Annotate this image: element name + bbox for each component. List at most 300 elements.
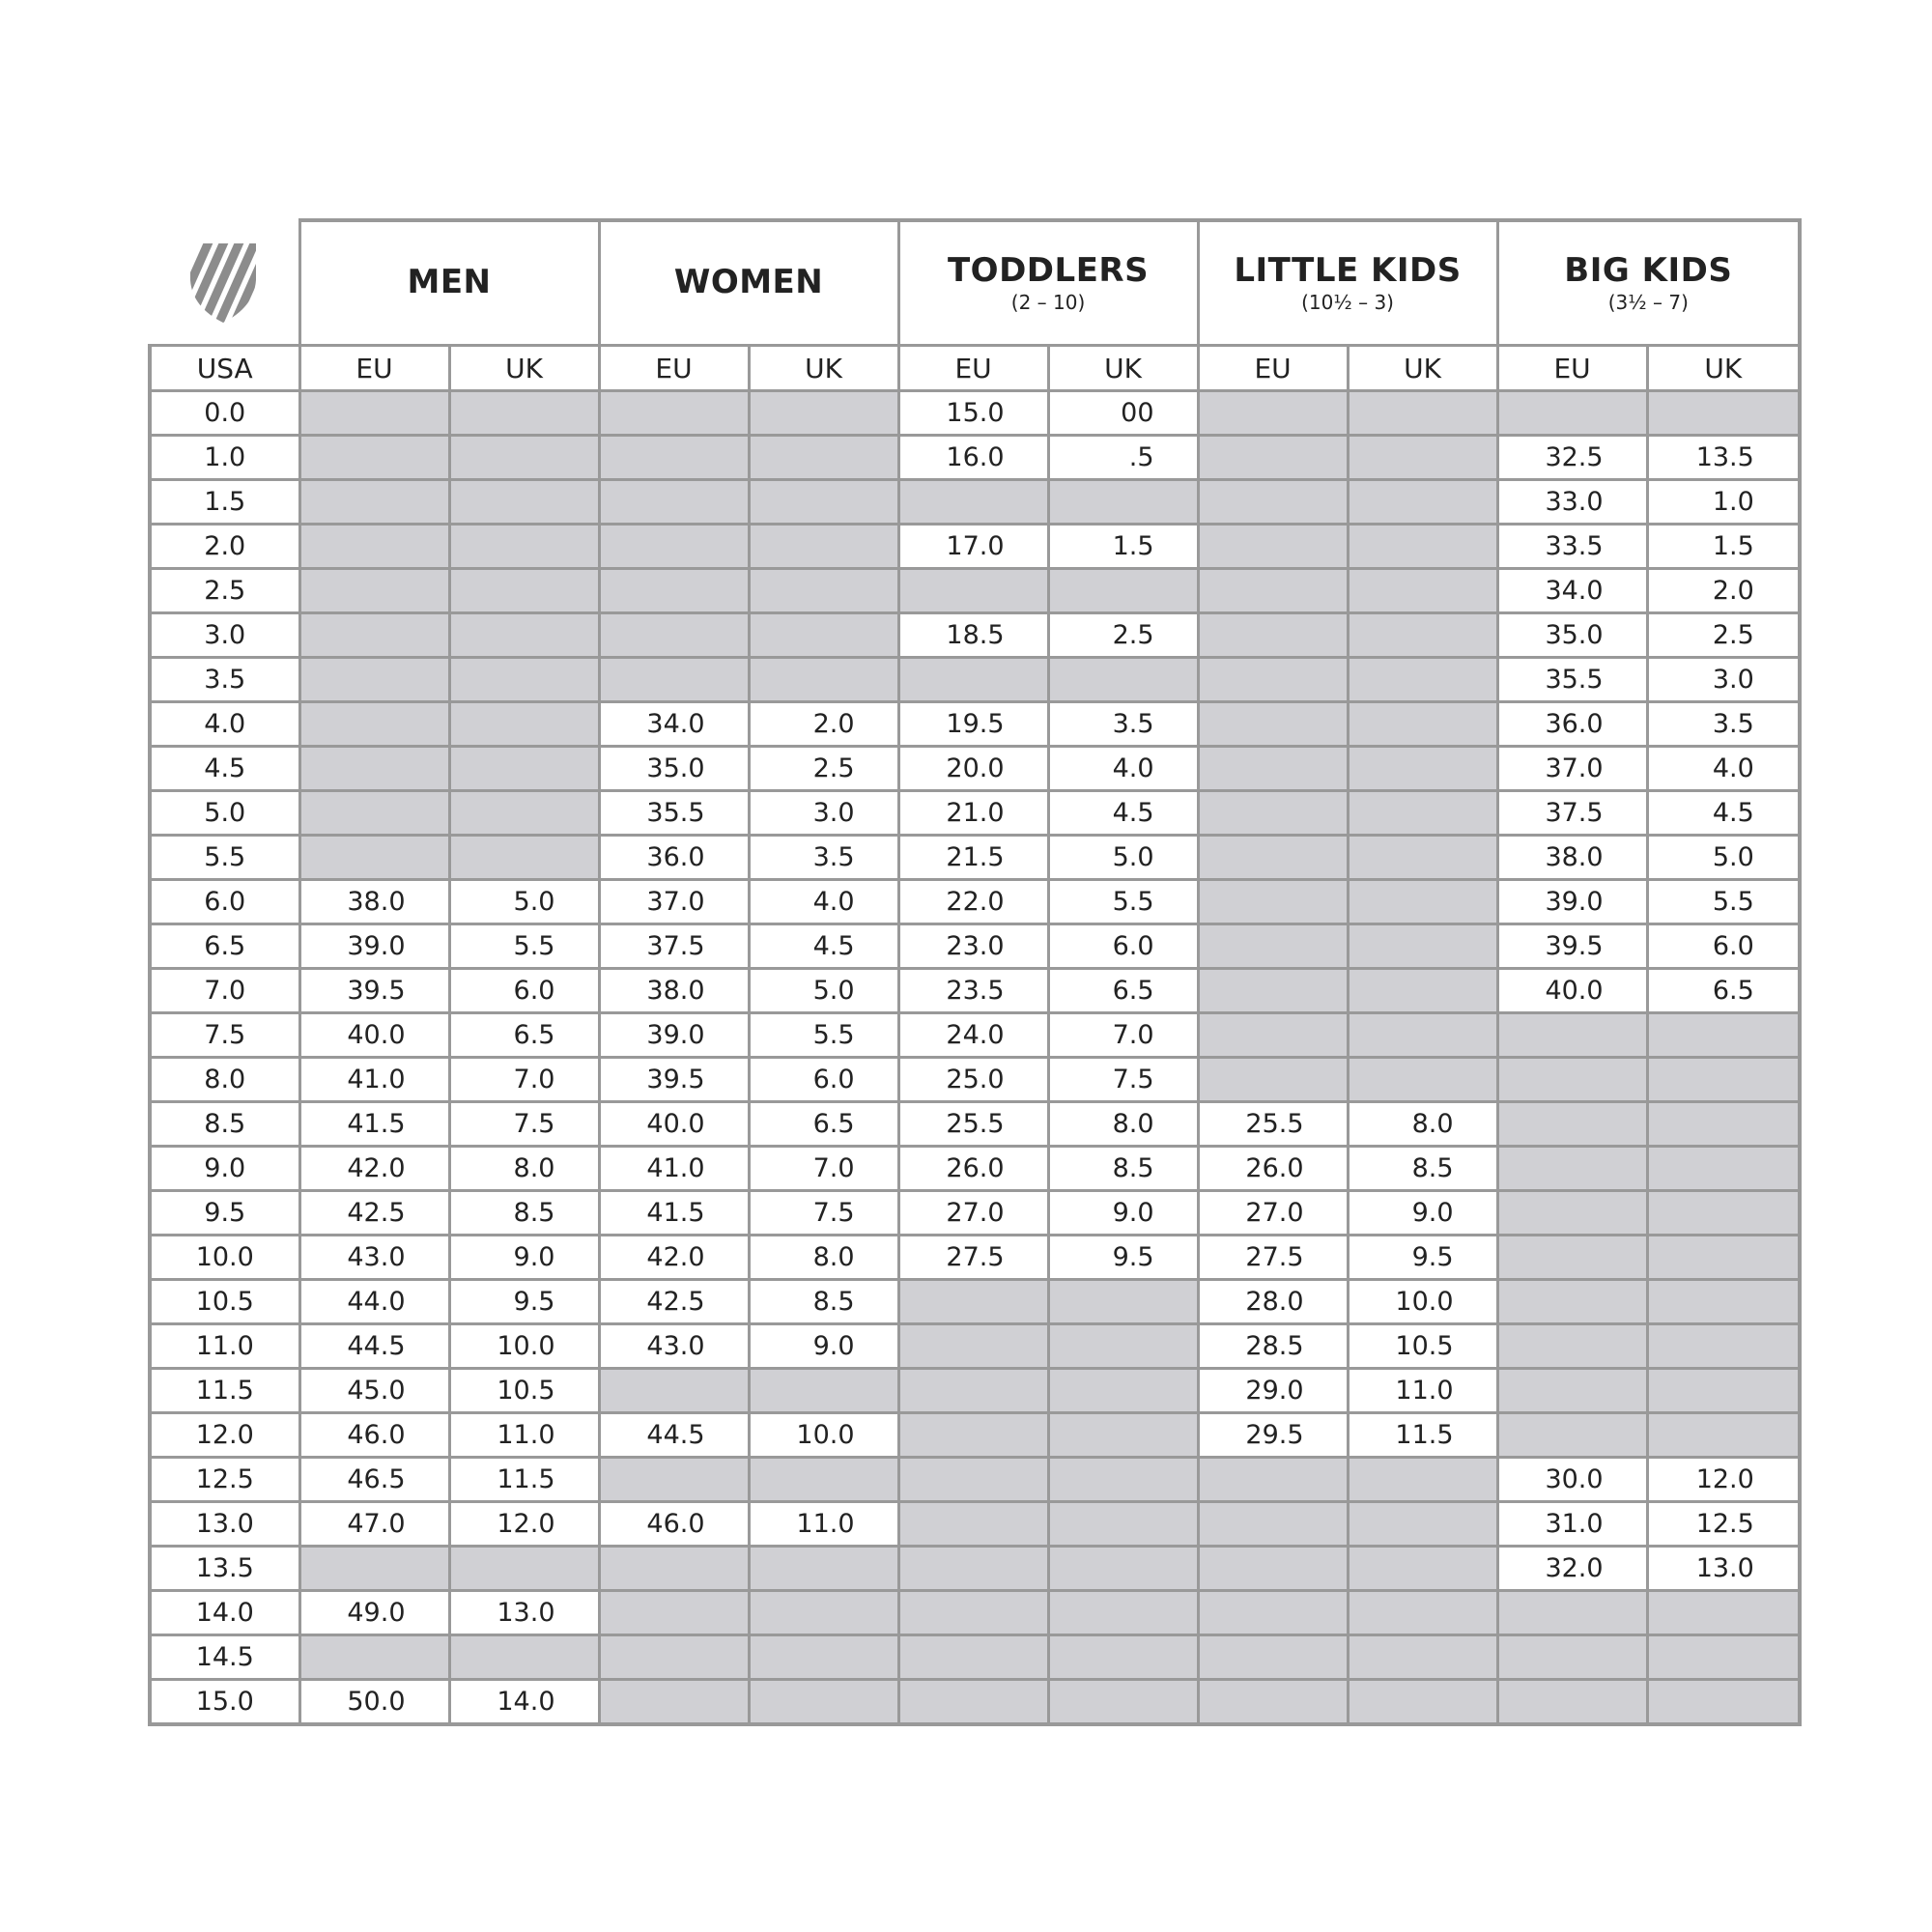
little-kids-uk-value: 10.5 [1395,1331,1454,1361]
big-kids-uk-value: 12.5 [1695,1509,1754,1539]
little-kids-eu-cell [1198,1547,1348,1591]
usa-size-cell: 14.5 [150,1635,299,1680]
women-eu-cell [599,1680,749,1725]
men-eu-cell [299,702,449,747]
group-header-men [299,220,599,346]
women-uk-value: 7.0 [812,1153,855,1183]
big-kids-eu-value: 35.0 [1545,620,1604,650]
women-uk-cell [749,1635,898,1680]
men-eu-cell [299,836,449,880]
women-uk-cell [749,1236,898,1280]
men-eu-value: 43.0 [347,1242,406,1272]
women-uk-cell [749,1413,898,1458]
little-kids-uk-cell [1348,1102,1497,1147]
toddlers-uk-value: 7.0 [1112,1020,1154,1050]
toddlers-uk-value: 1.5 [1112,531,1154,561]
usa-size-cell: 8.5 [150,1102,299,1147]
little-kids-eu-value: 28.0 [1245,1287,1304,1317]
toddlers-eu-cell [898,924,1048,969]
usa-size-cell: 6.5 [150,924,299,969]
table-row [150,1191,1800,1236]
women-eu-value: 44.5 [646,1420,705,1450]
toddlers-uk-cell [1048,836,1198,880]
toddlers-eu-cell [898,791,1048,836]
toddlers-uk-value: 5.0 [1112,842,1154,872]
women-uk-cell [749,1013,898,1058]
men-uk-value: 5.5 [513,931,555,961]
usa-size-cell: 1.0 [150,436,299,480]
big-kids-uk-cell [1647,791,1800,836]
toddlers-uk-cell [1048,1280,1198,1324]
toddlers-uk-cell [1048,924,1198,969]
little-kids-uk-cell [1348,1547,1497,1591]
big-kids-eu-value: 39.5 [1545,931,1604,961]
group-subtitle-big-kids: (3½ – 7) [1607,290,1689,314]
toddlers-uk-cell [1048,1591,1198,1635]
toddlers-uk-value: .5 [1128,442,1154,472]
little-kids-eu-value: 25.5 [1245,1109,1304,1139]
little-kids-eu-value: 27.0 [1245,1198,1304,1228]
men-eu-cell [299,880,449,924]
toddlers-eu-cell [898,1058,1048,1102]
little-kids-uk-value: 9.5 [1411,1242,1454,1272]
toddlers-uk-cell [1048,613,1198,658]
column-header-big-kids-uk: UK [1647,346,1800,391]
men-uk-cell [449,1635,599,1680]
women-uk-cell [749,1102,898,1147]
men-eu-value: 41.5 [347,1109,406,1139]
women-eu-value: 39.5 [646,1065,705,1094]
men-uk-cell [449,1102,599,1147]
group-title-big-kids: BIG KIDS [1564,251,1733,291]
big-kids-uk-value: 4.5 [1712,798,1754,828]
women-eu-cell [599,613,749,658]
little-kids-eu-cell [1198,613,1348,658]
table-row [150,480,1800,525]
big-kids-uk-value: 13.5 [1695,442,1754,472]
big-kids-uk-cell [1647,1680,1800,1725]
women-eu-cell [599,1102,749,1147]
women-uk-cell [749,480,898,525]
toddlers-eu-value: 20.0 [946,753,1005,783]
men-eu-value: 46.5 [347,1464,406,1494]
big-kids-eu-value: 33.0 [1545,487,1604,517]
big-kids-uk-value: 2.0 [1712,576,1754,606]
toddlers-uk-cell [1048,569,1198,613]
toddlers-eu-cell [898,1502,1048,1547]
group-header-women [599,220,898,346]
little-kids-uk-cell [1348,525,1497,569]
men-uk-cell [449,1547,599,1591]
men-uk-value: 7.0 [513,1065,555,1094]
women-eu-cell [599,1635,749,1680]
women-uk-cell [749,880,898,924]
table-row [150,1458,1800,1502]
men-uk-cell [449,1191,599,1236]
women-uk-cell [749,391,898,436]
big-kids-eu-value: 39.0 [1545,887,1604,917]
big-kids-eu-value: 37.5 [1545,798,1604,828]
little-kids-uk-cell [1348,1280,1497,1324]
toddlers-eu-cell [898,391,1048,436]
big-kids-uk-value: 13.0 [1695,1553,1754,1583]
toddlers-uk-cell [1048,1013,1198,1058]
toddlers-eu-cell [898,1635,1048,1680]
men-uk-value: 5.0 [513,887,555,917]
table-row [150,1591,1800,1635]
usa-size-cell: 4.5 [150,747,299,791]
little-kids-eu-cell [1198,1236,1348,1280]
men-uk-cell [449,1013,599,1058]
toddlers-uk-value: 00 [1121,398,1154,428]
toddlers-uk-value: 8.0 [1112,1109,1154,1139]
women-uk-value: 4.0 [812,887,855,917]
little-kids-eu-cell [1198,1280,1348,1324]
group-title-toddlers: TODDLERS [947,251,1150,291]
big-kids-uk-value: 1.0 [1712,487,1754,517]
little-kids-eu-cell [1198,969,1348,1013]
toddlers-eu-value: 17.0 [946,531,1005,561]
toddlers-uk-cell [1048,1635,1198,1680]
toddlers-uk-cell [1048,1147,1198,1191]
toddlers-eu-value: 19.5 [946,709,1005,739]
usa-size-cell: 7.5 [150,1013,299,1058]
big-kids-uk-cell [1647,525,1800,569]
table-row [150,836,1800,880]
big-kids-eu-cell [1497,1413,1647,1458]
men-eu-cell [299,436,449,480]
men-uk-value: 9.5 [513,1287,555,1317]
men-uk-value: 14.0 [497,1687,555,1717]
group-header-little-kids [1198,220,1497,346]
column-header-usa: USA [150,346,299,391]
toddlers-eu-value: 21.0 [946,798,1005,828]
toddlers-uk-cell [1048,1458,1198,1502]
little-kids-uk-cell [1348,880,1497,924]
men-eu-cell [299,747,449,791]
toddlers-uk-cell [1048,480,1198,525]
women-eu-cell [599,1147,749,1191]
little-kids-eu-cell [1198,1191,1348,1236]
women-uk-cell [749,1502,898,1547]
toddlers-eu-cell [898,1369,1048,1413]
women-eu-cell [599,747,749,791]
usa-size-cell: 3.0 [150,613,299,658]
women-eu-cell [599,969,749,1013]
toddlers-uk-cell [1048,1502,1198,1547]
women-eu-cell [599,1191,749,1236]
women-uk-value: 6.5 [812,1109,855,1139]
men-eu-cell [299,525,449,569]
usa-size-cell: 5.5 [150,836,299,880]
toddlers-eu-value: 21.5 [946,842,1005,872]
big-kids-eu-cell [1497,391,1647,436]
men-eu-cell [299,1102,449,1147]
men-uk-cell [449,1591,599,1635]
little-kids-eu-cell [1198,569,1348,613]
big-kids-uk-cell [1647,1369,1800,1413]
women-uk-cell [749,791,898,836]
usa-size-cell: 12.0 [150,1413,299,1458]
men-eu-cell [299,1547,449,1591]
women-eu-value: 37.0 [646,887,705,917]
big-kids-uk-value: 12.0 [1695,1464,1754,1494]
big-kids-uk-cell [1647,880,1800,924]
men-uk-cell [449,702,599,747]
column-header-little-kids-eu: EU [1198,346,1348,391]
column-header-toddlers-eu: EU [898,346,1048,391]
table-row [150,1147,1800,1191]
little-kids-uk-cell [1348,658,1497,702]
women-uk-cell [749,1058,898,1102]
women-uk-value: 8.0 [812,1242,855,1272]
table-row [150,658,1800,702]
big-kids-uk-value: 2.5 [1712,620,1754,650]
little-kids-uk-cell [1348,791,1497,836]
toddlers-eu-cell [898,569,1048,613]
little-kids-eu-cell [1198,1413,1348,1458]
women-eu-value: 46.0 [646,1509,705,1539]
toddlers-uk-cell [1048,525,1198,569]
little-kids-uk-cell [1348,702,1497,747]
men-uk-cell [449,525,599,569]
men-uk-cell [449,1680,599,1725]
big-kids-eu-value: 34.0 [1545,576,1604,606]
men-eu-cell [299,1013,449,1058]
usa-size-cell: 9.0 [150,1147,299,1191]
women-uk-value: 4.5 [812,931,855,961]
big-kids-eu-cell [1497,1635,1647,1680]
usa-size-cell: 10.0 [150,1236,299,1280]
table-row [150,1058,1800,1102]
women-eu-cell [599,436,749,480]
big-kids-eu-cell [1497,1458,1647,1502]
women-uk-value: 5.5 [812,1020,855,1050]
little-kids-uk-cell [1348,391,1497,436]
table-row [150,1502,1800,1547]
men-uk-cell [449,1324,599,1369]
women-eu-cell [599,1369,749,1413]
men-uk-value: 6.0 [513,976,555,1006]
big-kids-eu-cell [1497,969,1647,1013]
usa-size-cell: 2.5 [150,569,299,613]
little-kids-eu-cell [1198,924,1348,969]
big-kids-eu-value: 33.5 [1545,531,1604,561]
big-kids-uk-cell [1647,969,1800,1013]
column-header-women-eu: EU [599,346,749,391]
little-kids-uk-cell [1348,613,1497,658]
little-kids-uk-cell [1348,1680,1497,1725]
men-eu-cell [299,1280,449,1324]
women-uk-value: 6.0 [812,1065,855,1094]
toddlers-eu-cell [898,747,1048,791]
table-row [150,924,1800,969]
men-uk-value: 11.5 [497,1464,555,1494]
women-eu-cell [599,1324,749,1369]
toddlers-eu-value: 16.0 [946,442,1005,472]
little-kids-eu-cell [1198,791,1348,836]
table-row [150,1236,1800,1280]
big-kids-uk-cell [1647,1591,1800,1635]
table-row [150,525,1800,569]
usa-size-cell: 9.5 [150,1191,299,1236]
usa-size-cell: 7.0 [150,969,299,1013]
toddlers-eu-cell [898,436,1048,480]
men-eu-cell [299,391,449,436]
men-uk-cell [449,569,599,613]
women-uk-value: 8.5 [812,1287,855,1317]
men-uk-cell [449,658,599,702]
big-kids-uk-cell [1647,569,1800,613]
women-eu-cell [599,1502,749,1547]
toddlers-eu-cell [898,702,1048,747]
men-uk-cell [449,613,599,658]
toddlers-eu-cell [898,1547,1048,1591]
big-kids-uk-cell [1647,1502,1800,1547]
toddlers-eu-cell [898,836,1048,880]
big-kids-uk-cell [1647,1280,1800,1324]
women-uk-cell [749,569,898,613]
women-uk-value: 3.5 [812,842,855,872]
big-kids-eu-cell [1497,1680,1647,1725]
men-eu-value: 39.5 [347,976,406,1006]
big-kids-uk-value: 5.5 [1712,887,1754,917]
toddlers-eu-cell [898,969,1048,1013]
women-uk-value: 5.0 [812,976,855,1006]
big-kids-eu-cell [1497,1058,1647,1102]
women-eu-value: 42.0 [646,1242,705,1272]
toddlers-eu-value: 25.5 [946,1109,1005,1139]
toddlers-uk-value: 7.5 [1112,1065,1154,1094]
toddlers-eu-cell [898,1458,1048,1502]
women-uk-cell [749,1369,898,1413]
little-kids-eu-cell [1198,1502,1348,1547]
toddlers-uk-value: 6.0 [1112,931,1154,961]
little-kids-uk-cell [1348,1191,1497,1236]
women-uk-cell [749,702,898,747]
little-kids-eu-cell [1198,702,1348,747]
women-eu-value: 38.0 [646,976,705,1006]
usa-size-cell: 5.0 [150,791,299,836]
men-uk-cell [449,1147,599,1191]
little-kids-uk-cell [1348,1502,1497,1547]
toddlers-uk-value: 9.0 [1112,1198,1154,1228]
big-kids-uk-value: 5.0 [1712,842,1754,872]
toddlers-eu-value: 25.0 [946,1065,1005,1094]
little-kids-eu-cell [1198,436,1348,480]
men-eu-value: 50.0 [347,1687,406,1717]
little-kids-eu-cell [1198,747,1348,791]
men-eu-cell [299,1058,449,1102]
little-kids-uk-cell [1348,1236,1497,1280]
women-uk-cell [749,1458,898,1502]
toddlers-uk-value: 4.5 [1112,798,1154,828]
usa-size-cell: 12.5 [150,1458,299,1502]
women-uk-cell [749,613,898,658]
little-kids-uk-cell [1348,1324,1497,1369]
big-kids-uk-cell [1647,1324,1800,1369]
toddlers-eu-cell [898,480,1048,525]
big-kids-eu-value: 32.0 [1545,1553,1604,1583]
men-uk-cell [449,1058,599,1102]
little-kids-uk-cell [1348,1013,1497,1058]
table-row [150,1324,1800,1369]
big-kids-eu-cell [1497,480,1647,525]
big-kids-eu-cell [1497,791,1647,836]
women-uk-cell [749,1324,898,1369]
table-row [150,569,1800,613]
big-kids-uk-cell [1647,747,1800,791]
toddlers-uk-cell [1048,391,1198,436]
women-eu-cell [599,1413,749,1458]
women-eu-value: 43.0 [646,1331,705,1361]
women-eu-cell [599,1591,749,1635]
usa-size-cell: 8.0 [150,1058,299,1102]
column-header-row [150,346,1800,391]
table-row [150,1680,1800,1725]
men-eu-cell [299,1591,449,1635]
toddlers-eu-value: 23.0 [946,931,1005,961]
toddlers-uk-value: 4.0 [1112,753,1154,783]
big-kids-eu-cell [1497,1280,1647,1324]
men-eu-value: 38.0 [347,887,406,917]
toddlers-eu-value: 27.0 [946,1198,1005,1228]
women-eu-cell [599,1236,749,1280]
big-kids-uk-cell [1647,1102,1800,1147]
women-uk-cell [749,1547,898,1591]
women-eu-value: 40.0 [646,1109,705,1139]
toddlers-uk-value: 9.5 [1112,1242,1154,1272]
men-eu-cell [299,1147,449,1191]
little-kids-eu-cell [1198,880,1348,924]
men-uk-cell [449,924,599,969]
women-eu-value: 35.0 [646,753,705,783]
toddlers-eu-cell [898,1236,1048,1280]
men-eu-cell [299,1413,449,1458]
toddlers-uk-cell [1048,880,1198,924]
table-row [150,613,1800,658]
little-kids-uk-cell [1348,969,1497,1013]
men-uk-cell [449,480,599,525]
usa-size-cell: 14.0 [150,1591,299,1635]
men-eu-cell [299,791,449,836]
big-kids-eu-cell [1497,1369,1647,1413]
little-kids-uk-value: 11.5 [1395,1420,1454,1450]
men-uk-value: 12.0 [497,1509,555,1539]
little-kids-eu-cell [1198,525,1348,569]
table-row [150,1102,1800,1147]
big-kids-uk-cell [1647,1413,1800,1458]
usa-size-cell: 13.5 [150,1547,299,1591]
big-kids-uk-cell [1647,702,1800,747]
table-row [150,791,1800,836]
toddlers-eu-cell [898,613,1048,658]
little-kids-uk-cell [1348,569,1497,613]
little-kids-uk-cell [1348,1591,1497,1635]
women-eu-value: 41.0 [646,1153,705,1183]
big-kids-uk-value: 3.0 [1712,665,1754,695]
little-kids-eu-cell [1198,836,1348,880]
little-kids-eu-cell [1198,1635,1348,1680]
women-eu-value: 42.5 [646,1287,705,1317]
toddlers-uk-value: 8.5 [1112,1153,1154,1183]
big-kids-uk-cell [1647,1147,1800,1191]
column-header-toddlers-uk: UK [1048,346,1198,391]
group-subtitle-toddlers: (2 – 10) [1010,290,1086,314]
men-eu-cell [299,569,449,613]
women-uk-cell [749,969,898,1013]
men-uk-cell [449,969,599,1013]
